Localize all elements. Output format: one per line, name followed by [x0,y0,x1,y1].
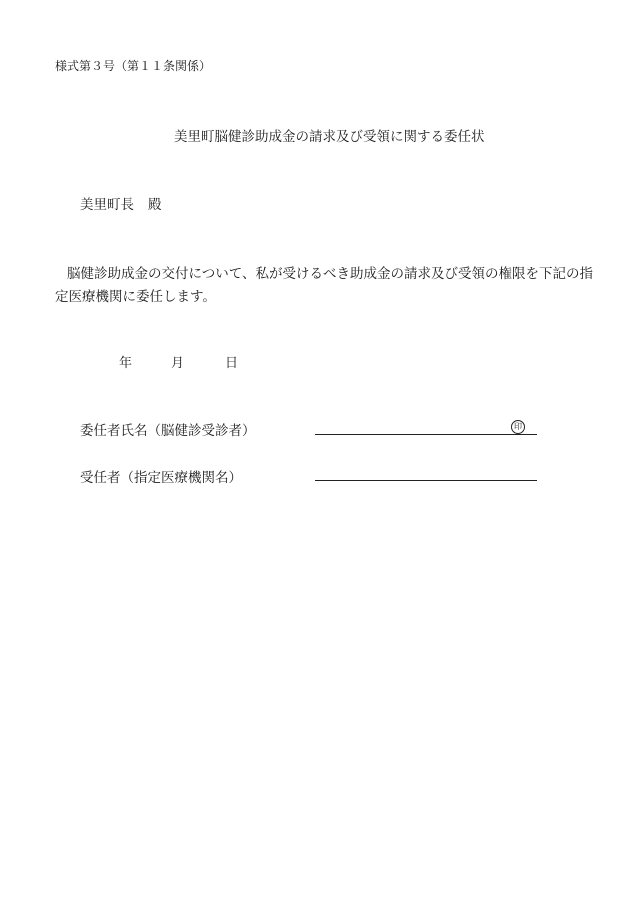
addressee-name: 美里町長 [80,197,134,213]
date-day-label: 日 [225,356,239,371]
delegatee-name-field[interactable] [315,480,537,481]
document-title: 美里町脳健診助成金の請求及び受領に関する委任状 [174,129,485,145]
delegator-name-label: 委任者氏名（脳健診受診者） [80,423,256,439]
form-number: 様式第３号（第１１条関係） [55,59,212,73]
date-year-label: 年 [119,356,133,371]
addressee-honorific: 殿 [148,197,162,213]
body-text-line-1: 脳健診助成金の交付について、私が受けるべき助成金の請求及び受領の権限を下記の指 [67,266,593,282]
date-month-label: 月 [171,356,185,371]
delegator-name-field[interactable] [315,434,537,435]
body-text-line-2: 定医療機関に委任します。 [55,289,216,305]
addressee [80,193,162,213]
delegatee-name-label: 受任者（指定医療機関名） [80,470,242,486]
seal-mark: 印 [511,420,525,434]
